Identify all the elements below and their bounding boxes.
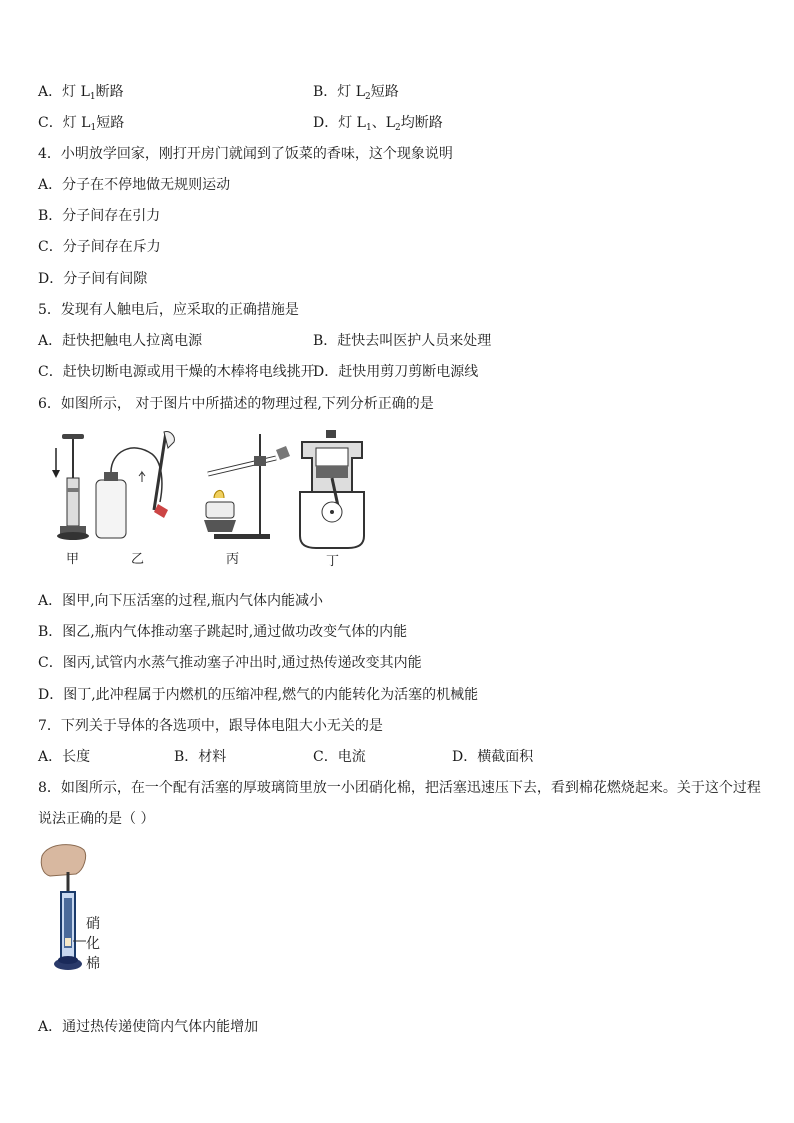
q8-option-a: A．通过热传递使筒内气体内能增加: [38, 1019, 259, 1035]
q7-option-a: A．长度: [38, 749, 91, 765]
bottle-illustration: [92, 432, 192, 547]
q7-option-c: C．电流: [313, 749, 366, 765]
figure-label-bing: 丙: [226, 552, 240, 567]
pump-illustration: [48, 428, 98, 548]
q4-stem: 4．小明放学回家，刚打开房门就闻到了饭菜的香味，这个现象说明: [38, 146, 453, 162]
figure-label-jia: 甲: [66, 552, 80, 567]
q6-stem: 6．如图所示， 对于图片中所描述的物理过程,下列分析正确的是: [38, 396, 434, 412]
q4-option-b: B．分子间存在引力: [38, 208, 161, 224]
q7-stem: 7．下列关于导体的各选项中，跟导体电阻大小无关的是: [38, 718, 383, 734]
q3-option-a: A．灯 $L_1$断路: [38, 84, 124, 102]
q4-option-c: C．分子间存在斥力: [38, 239, 161, 255]
q6-option-b: B．图乙,瓶内气体推动塞子跳起时,通过做功改变气体的内能: [38, 624, 408, 640]
q5-stem: 5．发现有人触电后，应采取的正确措施是: [38, 302, 299, 318]
q7-option-d: D．横截面积: [452, 749, 534, 765]
q5-option-a: A．赶快把触电人拉离电源: [38, 333, 203, 349]
engine-illustration: [296, 428, 368, 550]
q4-option-d: D．分子间有间隙: [38, 271, 148, 287]
q3-option-d: D．灯 $L_1$、$L_2$均断路: [313, 115, 443, 133]
q5-option-c: C．赶快切断电源或用干燥的木棒将电线挑开: [38, 364, 315, 380]
q8-stem-line-2: 说法正确的是（ ）: [38, 811, 155, 827]
q8-stem-line-1: 8．如图所示，在一个配有活塞的厚玻璃筒里放一小团硝化棉，把活塞迅速压下去，看到棉花燃烧起来。关于这个过程: [38, 780, 761, 796]
test-tube-stand-illustration: [190, 428, 290, 548]
q6-option-c: C．图丙,试管内水蒸气推动塞子冲出时,通过热传递改变其内能: [38, 655, 422, 671]
q5-option-b: B．赶快去叫医护人员来处理: [313, 333, 492, 349]
figure-label-ding: 丁: [326, 554, 340, 569]
glass-cylinder-illustration: [40, 842, 90, 974]
figure-label-yi: 乙: [131, 552, 145, 567]
q5-option-d: D．赶快用剪刀剪断电源线: [313, 364, 479, 380]
q3-option-c: C．灯 $L_1$短路: [38, 115, 125, 133]
q7-option-b: B．材料: [174, 749, 227, 765]
q6-option-d: D．图丁,此冲程属于内燃机的压缩冲程,燃气的内能转化为活塞的机械能: [38, 687, 479, 703]
q3-option-b: B．灯 $L_2$短路: [313, 84, 399, 102]
q4-option-a: A．分子在不停地做无规则运动: [38, 177, 231, 193]
q6-option-a: A．图甲,向下压活塞的过程,瓶内气体内能减小: [38, 593, 324, 609]
nitrocellulose-label: 硝 化 棉: [86, 916, 100, 972]
